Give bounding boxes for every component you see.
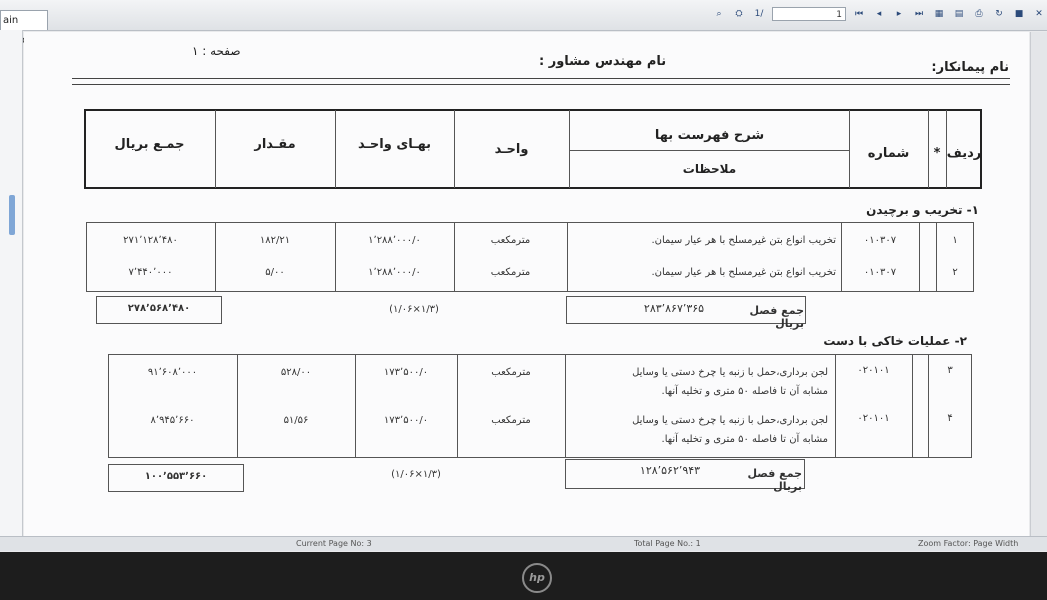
find-icon[interactable]: ⌕: [716, 9, 722, 19]
item-unit: مترمکعب: [491, 415, 531, 426]
item-unit-price: ۱۷۳٬۵۰۰/۰: [383, 367, 429, 378]
hdr-split: [570, 150, 849, 151]
status-bar: [0, 536, 1047, 551]
row-divider: [567, 223, 568, 291]
left-scrollbar-thumb[interactable]: [9, 195, 15, 235]
hp-logo: hp: [522, 563, 552, 593]
item-description: لجن برداری،حمل با زنبه یا چرخ دستی یا وسایل: [632, 415, 828, 426]
section-summary-value: ۱۲۸٬۵۶۲٬۹۴۳: [639, 464, 701, 477]
page-number-input[interactable]: 1: [772, 7, 846, 21]
item-description: لجن برداری،حمل با زنبه یا چرخ دستی یا وسایل: [632, 367, 828, 378]
header-total: جمـع بریال: [114, 137, 185, 152]
prev-page-icon[interactable]: ◂: [876, 9, 882, 19]
print-icon[interactable]: ⎙: [975, 9, 983, 19]
row-number: ۳: [947, 365, 953, 376]
header-number: شماره: [867, 146, 910, 161]
page-count: 1/: [754, 9, 764, 19]
item-unit: مترمکعب: [491, 367, 531, 378]
row-divider: [841, 223, 842, 291]
row-divider: [936, 223, 937, 291]
row-number: ۴: [947, 413, 953, 424]
header-row: ردیف: [946, 146, 982, 161]
section-factor: (۱/۰۶×۱/۳): [391, 469, 441, 480]
header-star: *: [933, 146, 941, 161]
header-unit-price: بهـای واحـد: [357, 137, 432, 152]
header-notes: ملاحظات: [682, 162, 737, 176]
section-summary-value: ۲۸۳٬۸۶۷٬۳۶۵: [643, 302, 705, 315]
item-description: تخریب انواع بتن غیرمسلح با هر عیار سیمان.: [651, 267, 836, 278]
item-unit-price: ۱٬۲۸۸٬۰۰۰/۰: [368, 235, 421, 246]
item-total: ۸٬۹۴۵٬۶۶۰: [150, 415, 195, 426]
layout-icon[interactable]: ▦: [934, 9, 944, 19]
section-total: ۱۰۰٬۵۵۳٬۶۶۰: [144, 471, 208, 482]
section-title: ۱- تخریب و برچیدن: [866, 203, 979, 217]
page-label: صفحه : ۱: [192, 44, 241, 58]
row-divider: [912, 355, 913, 457]
item-description: تخریب انواع بتن غیرمسلح با هر عیار سیمان.: [651, 235, 836, 246]
section-summary-label: جمع فصل بریال: [749, 304, 804, 330]
item-total: ۷٬۴۴۰٬۰۰۰: [128, 267, 173, 278]
right-scrollbar[interactable]: [1030, 32, 1047, 536]
report-toolbar: [0, 0, 1047, 31]
item-code: ۰۱۰۳۰۷: [863, 267, 897, 278]
status-zoom: Zoom Factor: Page Width: [918, 539, 1019, 548]
report-page: [24, 32, 1029, 536]
item-qty: ۵/۰۰: [265, 267, 285, 278]
item-code: ۰۲۰۱۰۱: [857, 365, 890, 376]
row-divider: [335, 223, 336, 291]
first-page-icon[interactable]: ⏮: [854, 9, 864, 19]
item-qty: ۵۲۸/۰۰: [280, 367, 312, 378]
binoculars-icon[interactable]: ⛭: [735, 9, 743, 19]
item-unit: مترمکعب: [490, 267, 531, 278]
last-page-icon[interactable]: ⏭: [914, 9, 924, 19]
item-qty: ۱۸۲/۲۱: [259, 235, 291, 246]
report-tab[interactable]: ain: [0, 10, 48, 30]
item-unit: مترمکعب: [490, 235, 531, 246]
row-number: ۲: [952, 267, 958, 278]
contractor-label: نام پیمانکار:: [931, 60, 1009, 75]
row-divider: [565, 355, 566, 457]
stop-icon[interactable]: ■: [1014, 9, 1024, 19]
section-total: ۲۷۸٬۵۶۸٬۴۸۰: [127, 303, 191, 314]
item-code: ۰۱۰۳۰۷: [863, 235, 897, 246]
item-total: ۲۷۱٬۱۲۸٬۴۸۰: [123, 235, 178, 246]
export-icon[interactable]: ▤: [954, 9, 964, 19]
item-unit-price: ۱٬۲۸۸٬۰۰۰/۰: [368, 267, 421, 278]
section-summary-label: جمع فصل بریال: [747, 467, 802, 493]
header-description: شرح فهرست بها: [654, 128, 765, 143]
section-factor: (۱/۰۶×۱/۳): [389, 304, 439, 315]
consultant-label: نام مهندس مشاور :: [539, 54, 667, 69]
row-divider: [454, 223, 455, 291]
close-icon[interactable]: ✕: [1035, 9, 1043, 19]
header-qty: مقـدار: [254, 137, 296, 152]
left-pane: [0, 30, 23, 550]
header-rule-1: [72, 78, 1010, 79]
row-number: ۱: [952, 235, 958, 246]
status-total-pages: Total Page No.: 1: [634, 539, 701, 548]
item-qty: ۵۱/۵۶: [283, 415, 309, 426]
refresh-icon[interactable]: ↻: [995, 9, 1003, 19]
header-rule-2: [72, 84, 1010, 85]
next-page-icon[interactable]: ▸: [896, 9, 902, 19]
row-divider: [919, 223, 920, 291]
item-unit-price: ۱۷۳٬۵۰۰/۰: [383, 415, 429, 426]
status-current-page: Current Page No: 3: [296, 539, 372, 548]
item-description-line2: مشابه آن تا فاصله ۵۰ متری و تخلیه آنها.: [661, 386, 828, 397]
item-code: ۰۲۰۱۰۱: [857, 413, 890, 424]
header-unit: واحـد: [494, 142, 529, 157]
hdr-divider: [569, 110, 570, 188]
section-title: ۲- عملیات خاکی با دست: [823, 334, 967, 348]
item-total: ۹۱٬۶۰۸٬۰۰۰: [147, 367, 198, 378]
nav-group: [712, 6, 1046, 22]
row-divider: [215, 223, 216, 291]
item-description-line2: مشابه آن تا فاصله ۵۰ متری و تخلیه آنها.: [661, 434, 828, 445]
